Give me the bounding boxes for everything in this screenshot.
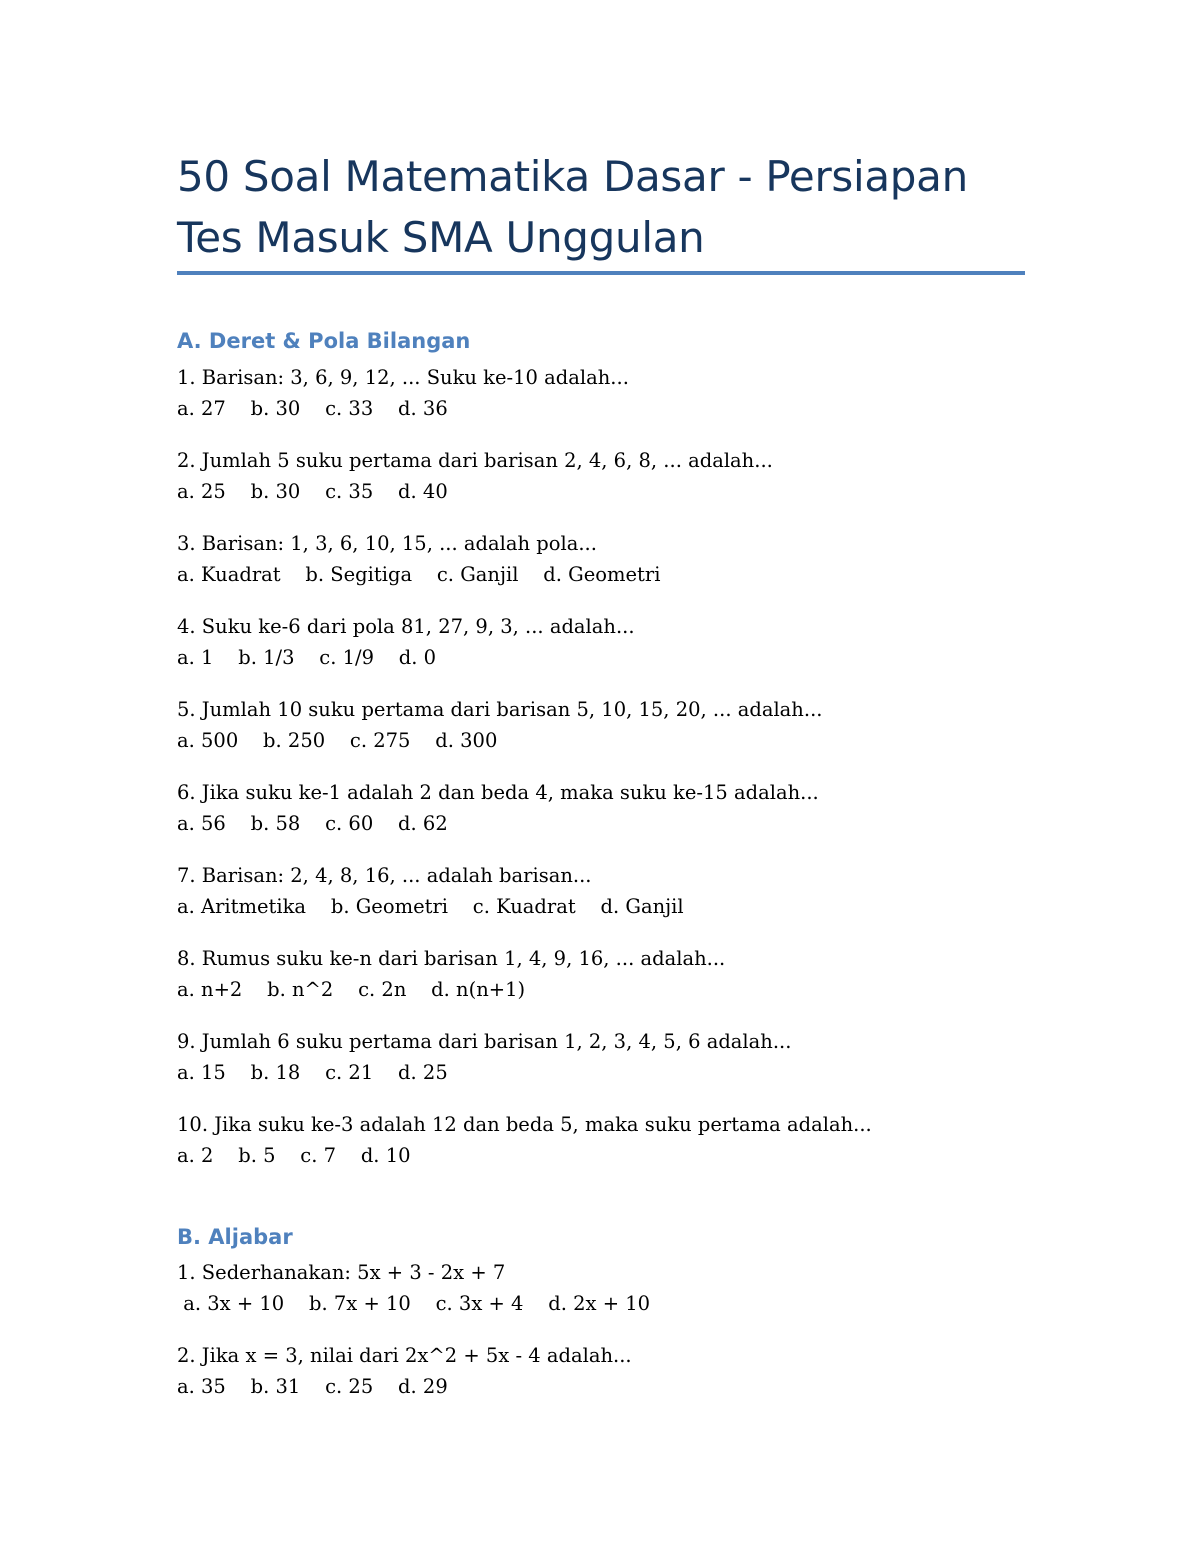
- question-options: a. 3x + 10 b. 7x + 10 c. 3x + 4 d. 2x + 10: [177, 1292, 651, 1315]
- question-text: 7. Barisan: 2, 4, 8, 16, ... adalah barisan...: [177, 864, 592, 887]
- question-a-5: [177, 694, 1025, 756]
- question-text: 1. Barisan: 3, 6, 9, 12, ... Suku ke-10 adalah...: [177, 366, 629, 389]
- question-a-9: [177, 1026, 1025, 1088]
- question-text: 6. Jika suku ke-1 adalah 2 dan beda 4, maka suku ke-15 adalah...: [177, 781, 819, 804]
- question-options: a. Aritmetika b. Geometri c. Kuadrat d. Ganjil: [177, 895, 684, 918]
- question-text: 1. Sederhanakan: 5x + 3 - 2x + 7: [177, 1261, 506, 1284]
- question-text: 10. Jika suku ke-3 adalah 12 dan beda 5, maka suku pertama adalah...: [177, 1113, 872, 1136]
- question-b-1: [177, 1257, 1025, 1319]
- question-options: a. 56 b. 58 c. 60 d. 62: [177, 812, 448, 835]
- question-a-1: [177, 362, 1025, 424]
- question-options: a. Kuadrat b. Segitiga c. Ganjil d. Geometri: [177, 563, 661, 586]
- question-text: 2. Jumlah 5 suku pertama dari barisan 2, 4, 6, 8, ... adalah...: [177, 449, 773, 472]
- section-heading-b: B. Aljabar: [177, 1225, 293, 1249]
- question-a-3: [177, 528, 1025, 590]
- question-a-10: [177, 1109, 1025, 1171]
- question-options: a. 35 b. 31 c. 25 d. 29: [177, 1375, 448, 1398]
- question-text: 8. Rumus suku ke-n dari barisan 1, 4, 9, 16, ... adalah...: [177, 947, 726, 970]
- question-options: a. 500 b. 250 c. 275 d. 300: [177, 729, 498, 752]
- question-text: 4. Suku ke-6 dari pola 81, 27, 9, 3, ... adalah...: [177, 615, 635, 638]
- question-text: 3. Barisan: 1, 3, 6, 10, 15, ... adalah pola...: [177, 532, 597, 555]
- title-underline: [177, 271, 1025, 275]
- question-options: a. 27 b. 30 c. 33 d. 36: [177, 397, 448, 420]
- question-options: a. 1 b. 1/3 c. 1/9 d. 0: [177, 646, 437, 669]
- question-options: a. n+2 b. n^2 c. 2n d. n(n+1): [177, 978, 526, 1001]
- question-a-6: [177, 777, 1025, 839]
- question-options: a. 25 b. 30 c. 35 d. 40: [177, 480, 448, 503]
- question-a-8: [177, 943, 1025, 1005]
- question-b-2: [177, 1340, 1025, 1402]
- question-text: 2. Jika x = 3, nilai dari 2x^2 + 5x - 4 adalah...: [177, 1344, 632, 1367]
- question-text: 5. Jumlah 10 suku pertama dari barisan 5, 10, 15, 20, ... adalah...: [177, 698, 823, 721]
- question-a-2: [177, 445, 1025, 507]
- question-a-7: [177, 860, 1025, 922]
- question-text: 9. Jumlah 6 suku pertama dari barisan 1, 2, 3, 4, 5, 6 adalah...: [177, 1030, 792, 1053]
- section-heading-a: A. Deret & Pola Bilangan: [177, 329, 471, 353]
- question-a-4: [177, 611, 1025, 673]
- question-options: a. 15 b. 18 c. 21 d. 25: [177, 1061, 448, 1084]
- question-options: a. 2 b. 5 c. 7 d. 10: [177, 1144, 411, 1167]
- document-title: 50 Soal Matematika Dasar - Persiapan Tes Masuk SMA Unggulan: [177, 152, 968, 262]
